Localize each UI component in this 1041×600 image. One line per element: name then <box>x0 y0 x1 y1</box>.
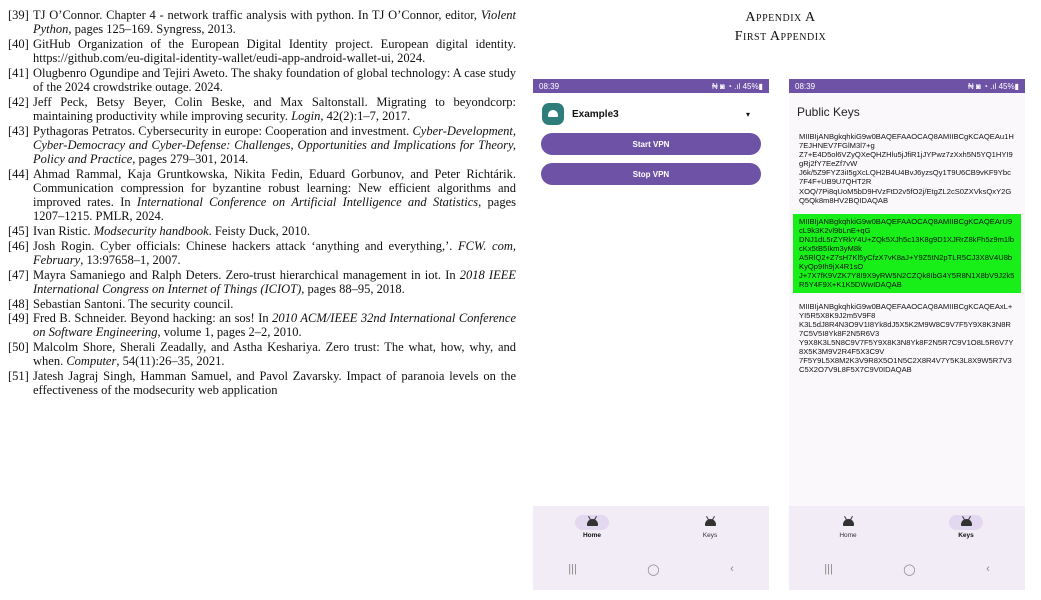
stop-vpn-button[interactable]: Stop VPN <box>541 163 761 185</box>
app-name: Example3 <box>572 108 619 120</box>
nav-keys-label: Keys <box>702 532 718 539</box>
reference-text: Jeff Peck, Betsy Beyer, Colin Beske, and Max Saltonstall. Migrating to beyondcorp: maintaining productivity while improving security. Login, 42(2):1–7, 2017. <box>33 94 516 123</box>
reference-text: Pythagoras Petratos. Cybersecurity in europe: Cooperation and investment. Cyber-Development, Cyber-Democracy and Cyber-Defense: Challenges, Opportunities and Implications for Theory, Policy and Practice, pages 279–301, 2014. <box>33 123 516 167</box>
status-icons: ₦ ◙ ◔ .ıl 45%▮ <box>968 81 1019 91</box>
phone-screenshot-home <box>533 79 769 590</box>
reference-text: Ahmad Rammal, Kaja Gruntkowska, Nikita Fedin, Eduard Gorbunov, and Peter Richtárik. Communication compression for byzantine robust learning: New efficient algorithms and improved rates. In International Conference on Artificial Intelligence and Statistics, pages 1207–1215. PMLR, 2024. <box>33 166 516 224</box>
reference-entry <box>8 224 516 238</box>
reference-number: [46] <box>8 238 29 253</box>
bottom-navigation <box>789 506 1025 548</box>
reference-entry <box>8 369 516 397</box>
nav-home-label: Home <box>839 532 857 539</box>
reference-number: [45] <box>8 224 29 239</box>
reference-entry <box>8 66 516 94</box>
profile-selector[interactable] <box>533 93 769 129</box>
reference-text: Olugbenro Ogundipe and Tejiri Aweto. The shaky foundation of global technology: A case study of the 2024 crowdstrike outage. 2024. <box>33 65 516 95</box>
reference-number: [40] <box>8 36 29 51</box>
start-vpn-button[interactable]: Start VPN <box>541 133 761 155</box>
reference-entry <box>8 239 516 267</box>
status-icons: ₦ ◙ ◔ .ıl 45%▮ <box>712 81 763 91</box>
appendix-title: First Appendix <box>734 29 827 44</box>
reference-text: TJ O’Connor. Chapter 4 - network traffic analysis with python. In TJ O’Connor, editor, Violent Python, pages 125–169. Syngress, 2013. <box>33 8 516 37</box>
reference-entry <box>8 8 516 36</box>
status-bar <box>789 79 1025 93</box>
recents-icon[interactable]: ||| <box>824 563 833 575</box>
reference-entry <box>8 124 516 167</box>
page-title: Public Keys <box>797 105 860 119</box>
reference-text: Fred B. Schneider. Beyond hacking: an sos! In 2010 ACM/IEEE 32nd International Conference on Software Engineering, volume 1, pages 2–2, 2010. <box>33 311 516 340</box>
back-icon[interactable]: ‹ <box>986 563 990 575</box>
phone-screenshot-keys <box>789 79 1025 590</box>
nav-keys-label: Keys <box>958 532 974 539</box>
public-key-item-highlighted[interactable]: MIIBIjANBgkqhkiG9w0BAQEFAAOCAQ8AMIIBCgKCAQEArU9cL9k3K2vl9bLnE+qG DNJ1dL5rZYRkY4U+ZQk5XJh5c13K8g9D1XJRrZ8kFh5z9m1lbcKx5tB5Ikm3yM8k A5RlQ2+Z7sH7Kl5yCfzX7vK8aJ+Y9Z5tN2pTLR5CJ3X8V4U8bKyQp9Ih9jX4R1sO J+7X7fK9VZK7Y8I9X9yRW5N2CZQk8IbG4Y5R8N1X8bV9J2k5R5Y4F9X+K1K5DWwIDAQAB <box>793 214 1021 293</box>
nav-home[interactable] <box>789 506 907 548</box>
status-bar <box>533 79 769 93</box>
reference-entry <box>8 37 516 65</box>
public-key-item[interactable]: MIIBIjANBgkqhkiG9w0BAQEFAAOCAQ8AMIIBCgKCAQEAxL+YI5R5X8K9J2m5V9F8 K3L5dJ8R4N3O9V1I8Yk8dJ5X5K2M9W8C9V7F5Y9X8K3N8R7C5V5I8Yk8F2N5R6V3 Y9X8K3L5N8C9V7F5Y9X8K3N8Yk8F2N5R7C9V1O8L5R6V7Y8X5K3M9V2R4F5X3C9V 7F5Y9L5X8M2K3V9R8X5O1N5C2X8R4V7Y5K3L8X9W5R7V3C5X2O7V9L8F5X7C9V0IDAQAB <box>799 301 1014 375</box>
nav-keys[interactable] <box>907 506 1025 548</box>
android-icon <box>843 519 854 526</box>
reference-entry <box>8 167 516 224</box>
nav-home-label: Home <box>582 532 602 539</box>
reference-number: [41] <box>8 65 29 80</box>
reference-number: [49] <box>8 311 29 326</box>
reference-text: Ivan Ristic. Modsecurity handbook. Feisty Duck, 2010. <box>33 224 311 239</box>
nav-home[interactable] <box>533 506 651 548</box>
home-circle-icon[interactable]: ◯ <box>647 563 660 576</box>
reference-number: [42] <box>8 94 29 109</box>
system-navigation <box>533 548 769 590</box>
reference-number: [39] <box>8 8 29 22</box>
android-icon <box>587 519 598 526</box>
chevron-down-icon[interactable]: ▾ <box>745 109 750 119</box>
android-app-icon <box>542 103 564 125</box>
android-icon <box>961 519 972 526</box>
recents-icon[interactable]: ||| <box>568 563 577 575</box>
bottom-navigation <box>533 506 769 548</box>
reference-entry <box>8 95 516 123</box>
references-list <box>8 8 516 398</box>
reference-text: Jatesh Jagraj Singh, Hamman Samuel, and Pavol Zavarsky. Impact of paranoia levels on the effectiveness of the modsecurity web application <box>33 369 516 398</box>
reference-text: Sebastian Santoni. The security council. <box>33 296 234 311</box>
reference-number: [43] <box>8 123 29 138</box>
status-time: 08:39 <box>539 81 560 91</box>
appendix-label: Appendix A <box>745 10 816 25</box>
reference-text: GitHub Organization of the European Digital Identity project. European digital identity. https://github.com/eu-digital-identity-wallet/eudi-app-android-wallet-ui, 2024. <box>33 36 516 66</box>
reference-number: [51] <box>8 369 29 384</box>
home-screen <box>533 93 769 506</box>
reference-text: Josh Rogin. Cyber officials: Chinese hackers attack ‘anything and everything,’. FCW. com, February, 13:97658–1, 2007. <box>33 238 516 267</box>
reference-entry <box>8 311 516 339</box>
system-navigation <box>789 548 1025 590</box>
reference-number: [44] <box>8 166 29 181</box>
status-time: 08:39 <box>795 81 816 91</box>
reference-number: [47] <box>8 267 29 282</box>
reference-text: Mayra Samaniego and Ralph Deters. Zero-trust hierarchical management in iot. In 2018 IEEE International Congress on Internet of Things (ICIOT), pages 88–95, 2018. <box>33 267 516 296</box>
reference-number: [48] <box>8 296 29 311</box>
home-circle-icon[interactable]: ◯ <box>903 563 916 576</box>
reference-entry <box>8 268 516 296</box>
back-icon[interactable]: ‹ <box>730 563 734 575</box>
public-key-item[interactable]: MIIBIjANBgkqhkiG9w0BAQEFAAOCAQ8AMIIBCgKCAQEAu1H7EJHNEV7FGlM3l7+g Z7+E4D5ol6VZyQXeQHZHlu5jJfiR1jJYPwz7zXxh5N5YQ1HYI9gRj2fY7EeZf7vW J6k/5Z9FYZ3iI5gXcLQH2B4U4BvJ6yzsQy1T9U6CB9vKF9Ybc7F4F+UB9U7QHT2R XOQ/7Pi8qUoM5bD9HVzFtD2v5fO2j/EtgZL2cS0ZXVksQxY2GQ5Qk8m8HV2BQIDAQAB <box>799 132 1014 205</box>
reference-number: [50] <box>8 340 29 355</box>
keys-screen <box>789 93 1025 506</box>
reference-text: Malcolm Shore, Sherali Zeadally, and Astha Keshariya. Zero trust: The what, how, why, and when. Computer, 54(11):26–35, 2021. <box>33 340 516 369</box>
nav-keys[interactable] <box>651 506 769 548</box>
reference-entry <box>8 297 516 311</box>
reference-entry <box>8 340 516 368</box>
android-icon <box>705 519 716 526</box>
